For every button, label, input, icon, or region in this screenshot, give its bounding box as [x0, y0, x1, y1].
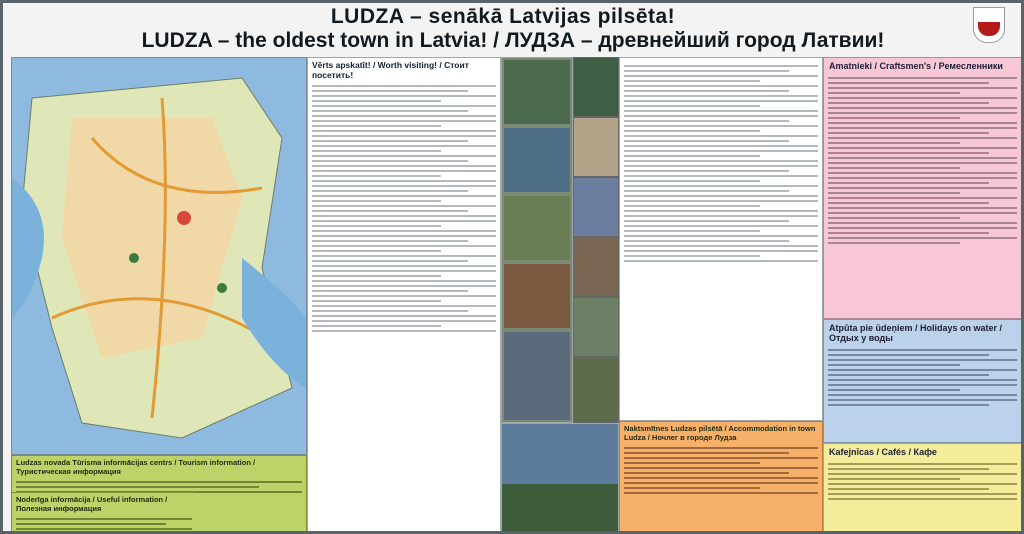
holidays-text [824, 349, 1021, 406]
cafes-panel [823, 443, 1022, 533]
photo-trees [573, 57, 619, 117]
photo-building [504, 264, 570, 328]
photo-column-right [573, 57, 617, 421]
title-english-russian: LUDZA – the oldest town in Latvia! / ЛУДЗА – древнейший город Латвии! [141, 29, 885, 52]
accommodation-panel [619, 421, 823, 533]
photo-lake [504, 128, 570, 192]
photo-monument [504, 332, 570, 420]
photo-castle [573, 237, 619, 297]
holidays-heading: Atpūta pie ūdeņiem / Holidays on water / Отдых у воды [829, 323, 1003, 343]
accommodation-text [620, 447, 822, 494]
photo-lake-shore [573, 357, 619, 423]
photo-town-view [501, 423, 619, 533]
cafes-heading: Kafejnīcas / Cafés / Кафе [829, 447, 937, 457]
craftsmen-panel [823, 57, 1022, 319]
photo-town-ground [502, 484, 618, 532]
photo-church [504, 196, 570, 260]
worth-visiting-column [307, 57, 501, 533]
holidays-on-water-panel [823, 319, 1022, 443]
photo-windmill [573, 297, 619, 357]
worth-visiting-heading: Vērts apskatīt! / Worth visiting! / Стоит посетить! [312, 60, 469, 80]
title-latvian: LUDZA – senākā Latvijas pilsēta! [330, 5, 676, 28]
photo-synagogue [573, 177, 619, 237]
town-map [11, 57, 307, 455]
craftsmen-heading: Amatnieki / Craftsmen's / Ремесленники [829, 61, 1003, 71]
accommodation-heading: Naktsmītnes Ludzas pilsētā / Accommodation in town Ludza / Ночлег в городе Лудза [624, 424, 816, 442]
attractions-column [619, 57, 823, 421]
tourism-heading: Ludzas novada Tūrisma informācijas centrs / Tourism information / Туристическая информация [16, 458, 256, 476]
useful-information-block [12, 492, 196, 533]
attractions-text [620, 58, 822, 262]
coat-of-arms-icon [973, 7, 1005, 43]
town-map-drawing [12, 58, 306, 454]
cafes-text [824, 463, 1021, 500]
photo-cathedral [573, 117, 619, 177]
photo-column-left [501, 57, 573, 423]
useful-text [12, 518, 196, 530]
craftsmen-text [824, 77, 1021, 244]
worth-visiting-text [308, 85, 500, 332]
photo-park [504, 60, 570, 124]
useful-heading: Noderīga informācija / Useful information / Полезная информация [16, 495, 168, 513]
tourism-information-panel [11, 455, 307, 533]
